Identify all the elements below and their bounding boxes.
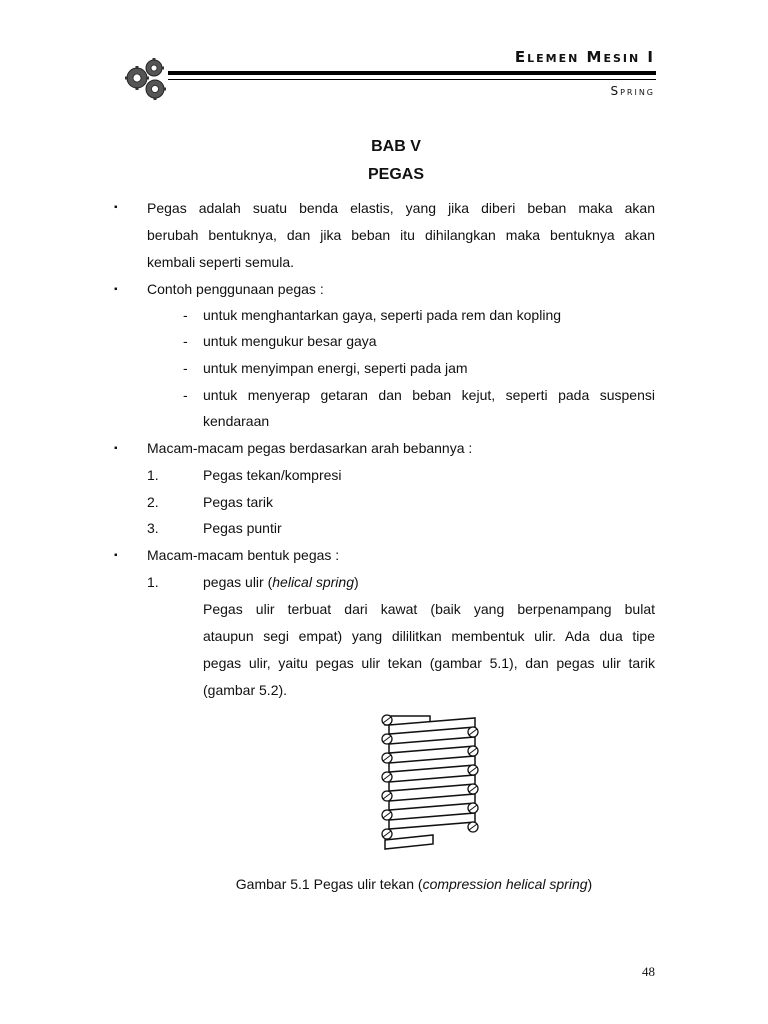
list-item: Pegas puntir bbox=[203, 520, 282, 536]
list-number: 1. bbox=[147, 467, 159, 483]
list-dash: - bbox=[183, 333, 188, 349]
list-item: untuk mengukur besar gaya bbox=[203, 333, 377, 349]
list-dash: - bbox=[183, 360, 188, 376]
paragraph-line: Contoh penggunaan pegas : bbox=[147, 281, 324, 297]
bullet-marker: ▪ bbox=[114, 202, 118, 213]
list-item: Pegas tarik bbox=[203, 494, 274, 510]
list-number: 2. bbox=[147, 494, 159, 510]
paragraph-line: Pegas ulir terbuat dari kawat (baik yang berpenampang bulat bbox=[203, 601, 655, 617]
list-item: Pegas tekan/kompresi bbox=[203, 467, 342, 483]
chapter-number: BAB V bbox=[371, 138, 421, 155]
chapter-title: PEGAS bbox=[367, 166, 424, 183]
list-number: 3. bbox=[147, 520, 159, 536]
paragraph-line: kembali seperti semula. bbox=[147, 254, 295, 270]
paragraph-line: Macam-macam bentuk pegas : bbox=[147, 547, 340, 563]
page-number: 48 bbox=[642, 964, 655, 979]
running-header-title: Elemen Mesin I bbox=[514, 48, 655, 66]
caption-italic-term: compression helical spring bbox=[422, 876, 588, 892]
paragraph-line: Macam-macam pegas berdasarkan arah bebannya : bbox=[147, 440, 473, 456]
paragraph-line: Pegas adalah suatu benda elastis, yang jika diberi beban maka akan bbox=[147, 200, 655, 216]
paragraph-line: (gambar 5.2). bbox=[203, 682, 288, 698]
bullet-marker: ▪ bbox=[114, 443, 118, 454]
list-item: untuk menghantarkan gaya, seperti pada rem dan kopling bbox=[203, 307, 562, 323]
header-rule-thin bbox=[168, 79, 656, 80]
list-number: 1. bbox=[147, 574, 159, 590]
paragraph-line: ataupun segi empat) yang dililitkan membentuk ulir. Ada dua tipe bbox=[203, 628, 655, 644]
list-item: untuk menyerap getaran dan beban kejut, seperti pada suspensi bbox=[203, 387, 655, 403]
bullet-marker: ▪ bbox=[114, 284, 118, 295]
bullet-marker: ▪ bbox=[114, 550, 118, 561]
list-dash: - bbox=[183, 307, 188, 323]
list-item bbox=[203, 574, 359, 590]
figure-caption bbox=[30, 876, 768, 892]
gears-logo-icon bbox=[123, 56, 173, 102]
compression-spring-figure bbox=[375, 712, 490, 864]
list-item-continued: kendaraan bbox=[203, 413, 270, 429]
header-rule-thick bbox=[168, 71, 656, 75]
list-dash: - bbox=[183, 387, 188, 403]
paragraph-line: berubah bentuknya, dan jika beban itu dihilangkan maka bentuknya akan bbox=[147, 227, 655, 243]
caption-text: ) bbox=[587, 876, 593, 892]
list-item-text: ) bbox=[353, 574, 359, 590]
list-item-text: pegas ulir ( bbox=[203, 574, 273, 590]
paragraph-line: pegas ulir, yaitu pegas ulir tekan (gambar 5.1), dan pegas ulir tarik bbox=[203, 655, 655, 671]
caption-text: Gambar 5.1 Pegas ulir tekan ( bbox=[235, 876, 423, 892]
list-item-italic-term: helical spring bbox=[272, 574, 354, 590]
running-header-subtitle: Spring bbox=[610, 84, 655, 98]
list-item: untuk menyimpan energi, seperti pada jam bbox=[203, 360, 468, 376]
